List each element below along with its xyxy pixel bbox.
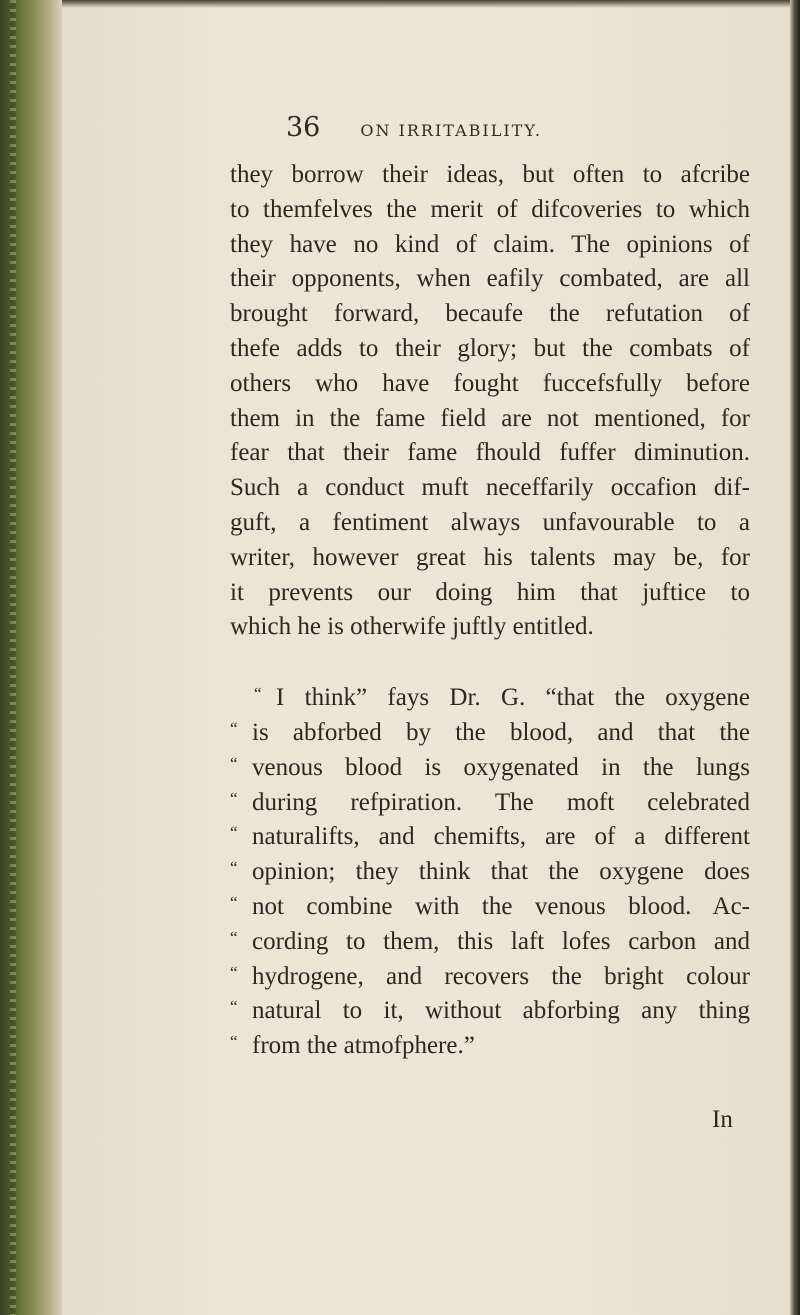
text-line: [230, 1025, 750, 1060]
quote-mark: “: [230, 858, 238, 878]
quote-first-line: I think” fays Dr. G. “that the oxygene: [276, 684, 750, 712]
body-text: [230, 158, 750, 1060]
quote-line-text: venous blood is oxygenated in the lungs: [252, 753, 750, 781]
text-line: [230, 782, 750, 817]
quote-mark: “: [230, 962, 238, 982]
page-number: 36: [286, 112, 321, 143]
running-head: ON IRRITABILITY.: [360, 121, 542, 140]
text-line: writer, however great his talents may be, for: [230, 543, 750, 571]
text-line: fear that their fame fhould fuffer diminution.: [230, 439, 750, 467]
text-line: them in the fame field are not mentioned, for: [230, 404, 750, 432]
quote-mark: “: [230, 753, 238, 773]
text-line: [230, 712, 750, 747]
quote-mark: “: [230, 1032, 238, 1052]
quote-line-text: during refpiration. The moft celebrated: [252, 788, 750, 816]
quotation-paragraph: [230, 677, 750, 1060]
text-line: to themfelves the merit of difcoveries to which: [230, 195, 750, 223]
quote-mark: “: [230, 997, 238, 1017]
text-line: [230, 747, 750, 782]
quote-mark: “: [230, 718, 238, 738]
quote-mark: “: [230, 892, 238, 912]
text-line: thefe adds to their glory; but the combats of: [230, 334, 750, 362]
text-line: Such a conduct muft neceffarily occafion dif-: [230, 474, 750, 502]
book-edge-right: [790, 0, 800, 1315]
quote-line-text: from the atmofphere.”: [252, 1032, 475, 1060]
page-top-edge: [62, 0, 790, 8]
text-line: brought forward, becaufe the refutation of: [230, 300, 750, 328]
text-line: [230, 886, 750, 921]
text-line: their opponents, when eafily combated, are all: [230, 265, 750, 293]
text-line: they borrow their ideas, but often to afcribe: [230, 161, 750, 188]
text-line: [230, 956, 750, 991]
quote-line-text: not combine with the venous blood. Ac-: [252, 892, 750, 920]
quote-mark: “: [230, 927, 238, 947]
text-line: guft, a fentiment always unfavourable to a: [230, 508, 750, 536]
quote-mark: “: [254, 684, 262, 704]
text-line: [230, 816, 750, 851]
text-line: they have no kind of claim. The opinions of: [230, 230, 750, 258]
quote-line-text: opinion; they think that the oxygene does: [252, 858, 750, 886]
paragraph-1: [230, 158, 750, 645]
quote-mark: “: [230, 788, 238, 808]
quote-line-text: is abforbed by the blood, and that the: [252, 718, 750, 746]
paragraph-gap: [230, 645, 750, 677]
text-line: it prevents our doing him that juftice to: [230, 578, 750, 606]
quote-line-text: natural to it, without abforbing any thing: [252, 997, 750, 1025]
quote-mark: “: [230, 823, 238, 843]
text-line: others who have fought fuccefsfully before: [230, 369, 750, 397]
quote-line-text: naturalifts, and chemifts, are of a different: [252, 823, 750, 851]
text-line: [230, 851, 750, 886]
quote-line-text: cording to them, this laft lofes carbon and: [252, 927, 750, 955]
text-line: [230, 921, 750, 956]
text-line: [230, 990, 750, 1025]
page-header: [286, 112, 542, 152]
text-line: [230, 677, 750, 712]
text-line: which he is otherwife juftly entitled.: [230, 613, 594, 641]
book-binding-left: [0, 0, 62, 1315]
catchword: In: [712, 1106, 733, 1133]
quote-line-text: hydrogene, and recovers the bright colour: [252, 962, 750, 990]
